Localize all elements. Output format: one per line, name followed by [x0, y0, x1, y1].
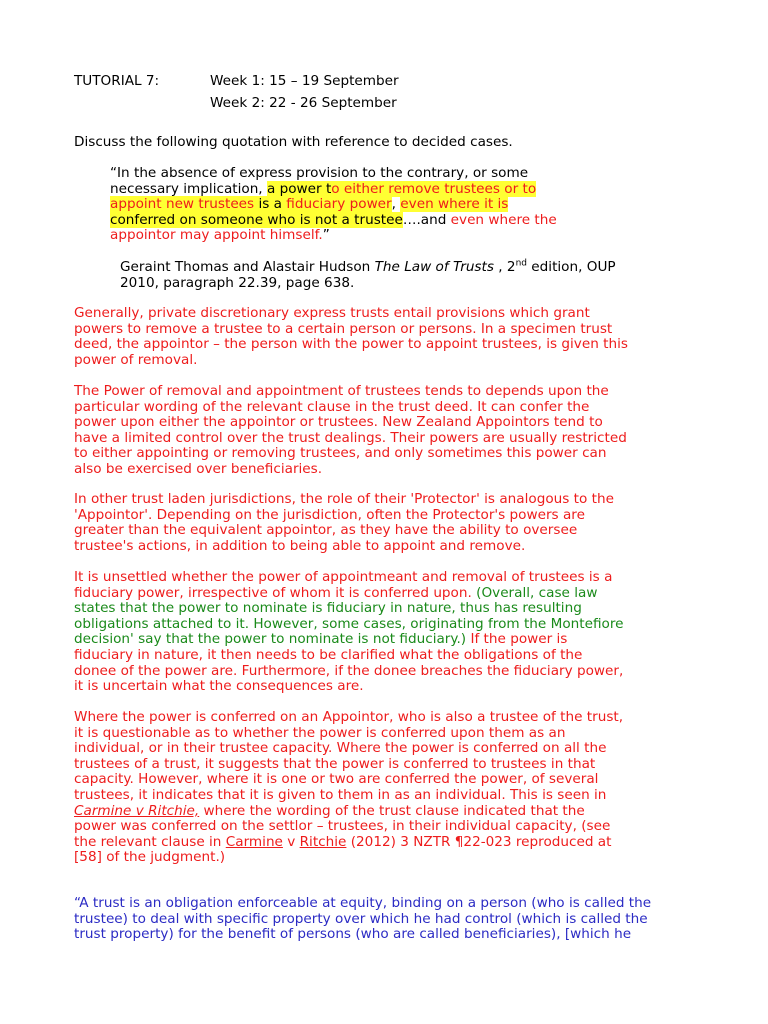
header-row-1 [74, 74, 399, 90]
paragraph-appointor-removal: Generally, private discretionary express trusts entail provisions which grant powers to remove a trustee to a certain person or persons. In a specimen trust deed, the appointor – the person with the power to appoint trustees, is given this power of removal. [74, 305, 628, 368]
paragraph-protector: In other trust laden jurisdictions, the role of their 'Protector' is analogous to the 'Appointor'. Depending on the jurisdiction, often the Protector's powers are greater than the equivalent appointor, as they have the ability to oversee trustee's actions, in addition to being able to appoint and remove. [74, 491, 614, 554]
week-1-dates: Week 1: 15 – 19 September [210, 73, 399, 89]
citation: Geraint Thomas and Alastair Hudson The Law of Trusts , 2nd edition, OUP 2010, paragraph 22.39, page 638. [120, 258, 616, 291]
quote-line: appoint new trustees is a fiduciary power, even where it is [110, 196, 509, 213]
paragraph-trust-definition-quote: “A trust is an obligation enforceable at equity, binding on a person (who is called the trustee) to deal with specific property over which he had control (which is called the trust property) for the benefit of persons (who are called beneficiaries), [which he [74, 895, 652, 943]
header-row-2 [74, 96, 397, 112]
paragraph-appointor-trustee: Where the power is conferred on an Appointor, who is also a trustee of the trust, it is questionable as to whether the power is conferred upon them as an individual, or in their trustee capacity. Where the power is conferred on all the trustees of a trust, it suggests that the power is conferred to trustees in that capacity. However, where it is one or two are conferred the power, of several trustees, it indicates that it is given to them in as an individual. This is seen in Carmine v Ritchie, where the wording of the trust clause indicated that the power was conferred on the settlor – trustees, in their individual capacity, (see the relevant clause in Carmine v Ritchie (2012) 3 NZTR ¶22-023 reproduced at [58] of the judgment.) [74, 709, 624, 866]
quote-line: necessary implication, a power to either remove trustees or to [110, 180, 537, 197]
paragraph-power-of-removal: The Power of removal and appointment of trustees tends to depends upon the particular wording of the relevant clause in the trust deed. It can confer the power upon either the appointor or trustees. New Zealand Appointors tend to have a limited control over the trust dealings. Their powers are usually restricted to either appointing or removing trustees, and only sometimes this power can also be exercised over beneficiaries. [74, 383, 627, 477]
case-reference: Carmine v Ritchie, [74, 802, 200, 819]
case-name-carmine: Carmine [225, 833, 283, 850]
case-name-ritchie: Ritchie [299, 833, 347, 850]
quote-line: conferred on someone who is not a trustee….and even where the [110, 211, 557, 228]
intro-text: Discuss the following quotation with reference to decided cases. [74, 134, 513, 150]
quote-line: “In the absence of express provision to the contrary, or some [110, 165, 529, 181]
week-2-dates: Week 2: 22 - 26 September [210, 95, 397, 111]
book-title: The Law of Trusts [374, 259, 494, 275]
tutorial-label: TUTORIAL 7: [74, 73, 160, 89]
block-quote [110, 166, 590, 244]
quote-line: appointor may appoint himself.” [110, 227, 330, 244]
paragraph-fiduciary-power: It is unsettled whether the power of appointmeant and removal of trustees is a fiduciary power, irrespective of whom it is conferred upon. (Overall, case law states that the power to nominate is fiduciary in nature, thus has resulting obligations attached to it. However, some cases, originating from the Montefiore decision' say that the power to nominate is not fiduciary.) If the power is fiduciary in nature, it then needs to be clarified what the obligations of the donee of the power are. Furthermore, if the donee breaches the fiduciary power, it is uncertain what the consequences are. [74, 569, 624, 695]
